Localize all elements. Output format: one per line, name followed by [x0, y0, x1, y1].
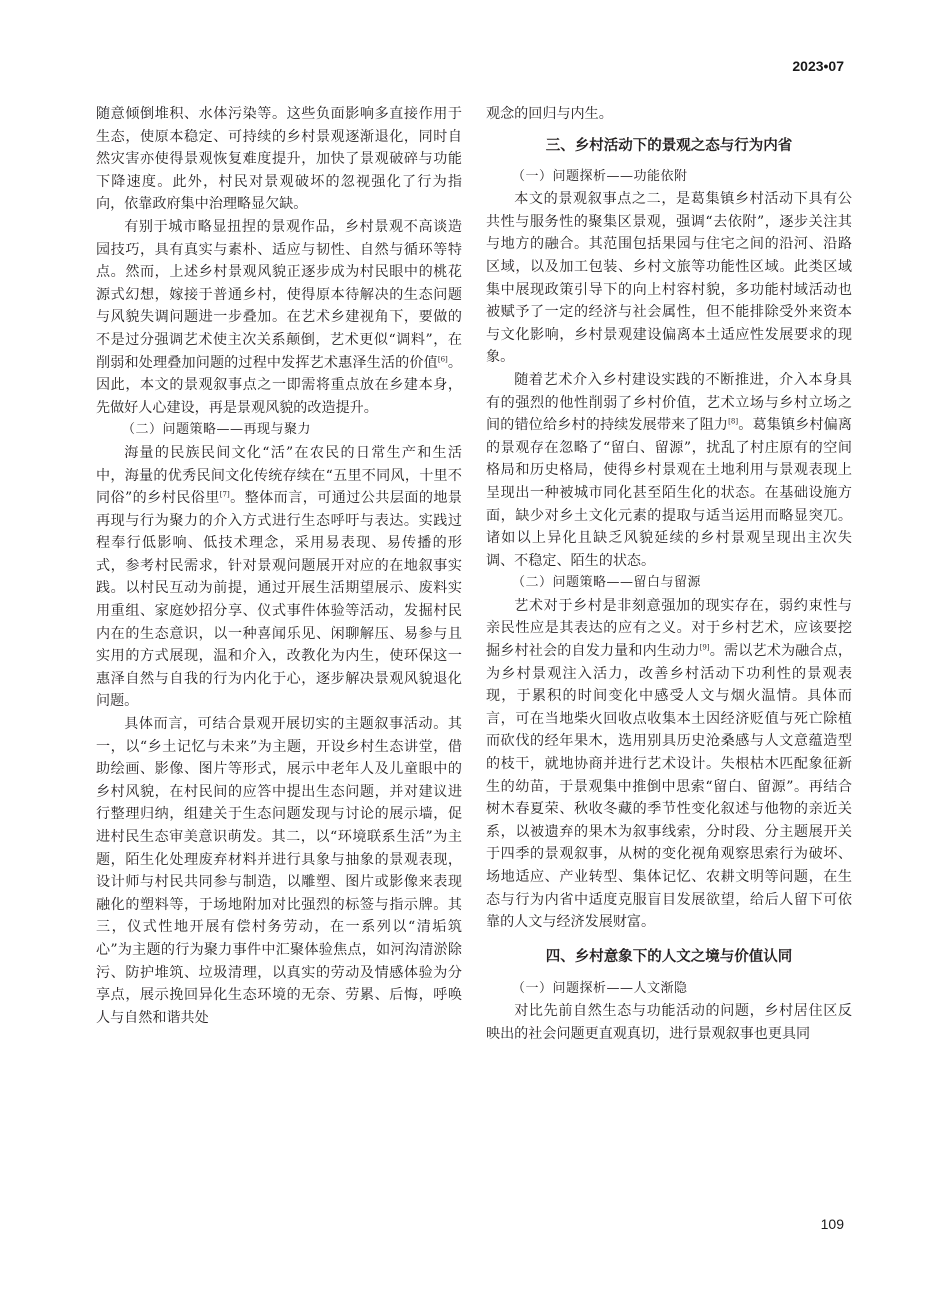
paragraph-text: 。葛集镇乡村偏离的景观存在忽略了“留白、留源”，扰乱了村庄原有的空间格局和历史格局，使得乡村景观在土地利用与景观表现上呈现出一种被城市同化甚至陌生化的状态。在基础设施方面，缺少对乡土文化元素的提取与适当运用而略显突兀。诸如以上异化且缺乏风貌延续的乡村景观呈现出主次失调、不稳定、陌生的状态。 [486, 417, 853, 569]
section-heading: 三、乡村活动下的景观之态与行为内省 [545, 137, 793, 154]
right-column [486, 103, 852, 1046]
subsection-heading: （二）问题策略——再现与聚力 [122, 422, 312, 438]
paragraph-text: 有别于城市略显扭捏的景观作品，乡村景观不高谈造园技巧，具有真实与素朴、适应与韧性、自然与循环等特点。然而，上述乡村景观风貌正逐步成为村民眼中的桃花源式幻想，嫁接于普通乡村，使得原本待解决的生态问题与风貌失调问题进一步叠加。在艺术乡建视角下，要做的不是过分强调艺术使主次关系颠倒，艺术更似“调料”，在削弱和处理叠加问题的过程中发挥艺术惠泽生活的价值 [96, 218, 462, 371]
paragraph-text: 。需以艺术为融合点，为乡村景观注入活力，改善乡村活动下功利性的景观表现，于累积的时间变化中感受人文与烟火温情。具体而言，可在当地柴火回收点收集本土因经济贬值与死亡除植而砍伐的经年果木，选用别具历史沧桑感与人文意蕴造型的枝干，就地协商并进行艺术设计。失根枯木匹配象征新生的幼苗，于景观集中推倒中思索“留白、留源”。再结合树木春夏荣、秋收冬藏的季节性变化叙述与他物的亲近关系，以被遗弃的果木为叙事线索，分时段、分主题展开关于四季的景观叙事，从树的变化视角观察思索行为破坏、场地适应、产业转型、集体记忆、农耕文明等问题，在生态与行为内省中适度克服盲目发展欲望，给后人留下可依靠的人文与经济发展财富。 [486, 643, 853, 931]
subsection-heading: （一）问题探析——人文渐隐 [512, 980, 688, 996]
paragraph: 本文的景观叙事点之二，是葛集镇乡村活动下具有公共性与服务性的聚集区景观，强调“去依附”，逐步关注其与地方的融合。其范围包括果园与住宅之间的沿河、沿路区域，以及加工包装、乡村文旅等功能性区域。此类区域集中展现政策引导下的向上村容村貌，多功能村域活动也被赋予了一定的经济与社会属性，但不能排除受外来资本与文化影响，乡村景观建设偏离本土适应性发展要求的现象。 [486, 191, 852, 366]
paragraph-text: 艺术对于乡村是非刻意强加的现实存在，弱约束性与亲民性应是其表达的应有之义。对于乡村艺术，应该要挖掘乡村社会的自发力量和内生动力 [486, 597, 852, 660]
citation-ref: [9] [699, 643, 710, 652]
citation-ref: [8] [728, 417, 739, 426]
subsection-heading: （一）问题探析——功能依附 [512, 168, 688, 184]
left-column [96, 103, 462, 1029]
paragraph [96, 216, 462, 419]
paragraph-text: 。整体而言，可通过公共层面的地景再现与行为聚力的介入方式进行生态呼吁与表达。实践过程奉行低影响、低技术理念，采用易表现、易传播的形式，参考村民需求，针对景观问题展开对应的在地叙事实践。以村民互动为前提，通过开展生活期望展示、废料实用重组、家庭妙招分享、仪式事件体验等活动，发掘村民内在的生态意识，以一种喜闻乐见、闲聊解压、易参与且实用的方式展现，温和介入，改教化为内生，使环保这一惠泽自然与自我的行为内化于心，逐步解决景观风貌退化问题。 [96, 490, 462, 710]
issue-label: 2023•07 [792, 58, 844, 74]
paragraph: 具体而言，可结合景观开展切实的主题叙事活动。其一，以“乡土记忆与未来”为主题，开设乡村生态讲堂，借助绘画、影像、图片等形式，展示中老年人及儿童眼中的乡村风貌，在村民间的应答中提出生态问题，并对建议进行整理归纳，组建关于生态问题发现与讨论的展示墙，促进村民生态审美意识萌发。其二，以“环境联系生活”为主题，陌生化处理废弃材料并进行具象与抽象的景观表现，设计师与村民共同参与制造，以雕塑、图片或影像来表现融化的塑料等，于场地附加对比强烈的标签与指示牌。其三，仪式性地开展有偿村务劳动，在一系列以“清垢筑心”为主题的行为聚力事件中汇聚体验焦点，如河沟清淤除污、防护堆筑、垃圾清理，以真实的劳动及情感体验为分享点，展示挽回异化生态环境的无奈、劳累、后悔，呼唤人与自然和谐共处 [96, 716, 462, 1026]
paragraph-text: 。因此，本文的景观叙事点之一即需将重点放在乡建本身，先做好人心建设，再是景观风貌的改造提升。 [96, 354, 463, 416]
page-number: 109 [820, 1216, 844, 1232]
section-heading: 四、乡村意象下的人文之境与价值认同 [545, 948, 793, 965]
citation-ref: [6] [437, 354, 448, 363]
citation-ref: [7] [219, 490, 230, 499]
paragraph: 观念的回归与内生。 [486, 106, 613, 122]
paragraph-text: 海量的民族民间文化“活”在农民的日常生产和生活中，海量的优秀民间文化传统存续在“五里不同风，十里不同俗”的乡村民俗里 [96, 444, 462, 507]
paragraph [486, 369, 852, 572]
paragraph: 随意倾倒堆积、水体污染等。这些负面影响多直接作用于生态，使原本稳定、可持续的乡村景观逐渐退化，同时自然灾害亦使得景观恢复难度提升，加快了景观破碎与功能下降速度。此外，村民对景观破坏的忽视强化了行为指向，依靠政府集中治理略显欠缺。 [96, 106, 462, 213]
paragraph [96, 442, 462, 713]
paragraph: 对比先前自然生态与功能活动的问题，乡村居住区反映出的社会问题更直观真切，进行景观叙事也更具同 [486, 1003, 852, 1042]
subsection-heading: （二）问题策略——留白与留源 [512, 575, 702, 591]
paragraph [486, 595, 852, 934]
paragraph-text: 随着艺术介入乡村建设实践的不断推进，介入本身具有的强烈的他性削弱了乡村价值，艺术立场与乡村立场之间的错位给乡村的持续发展带来了阻力 [486, 371, 852, 434]
